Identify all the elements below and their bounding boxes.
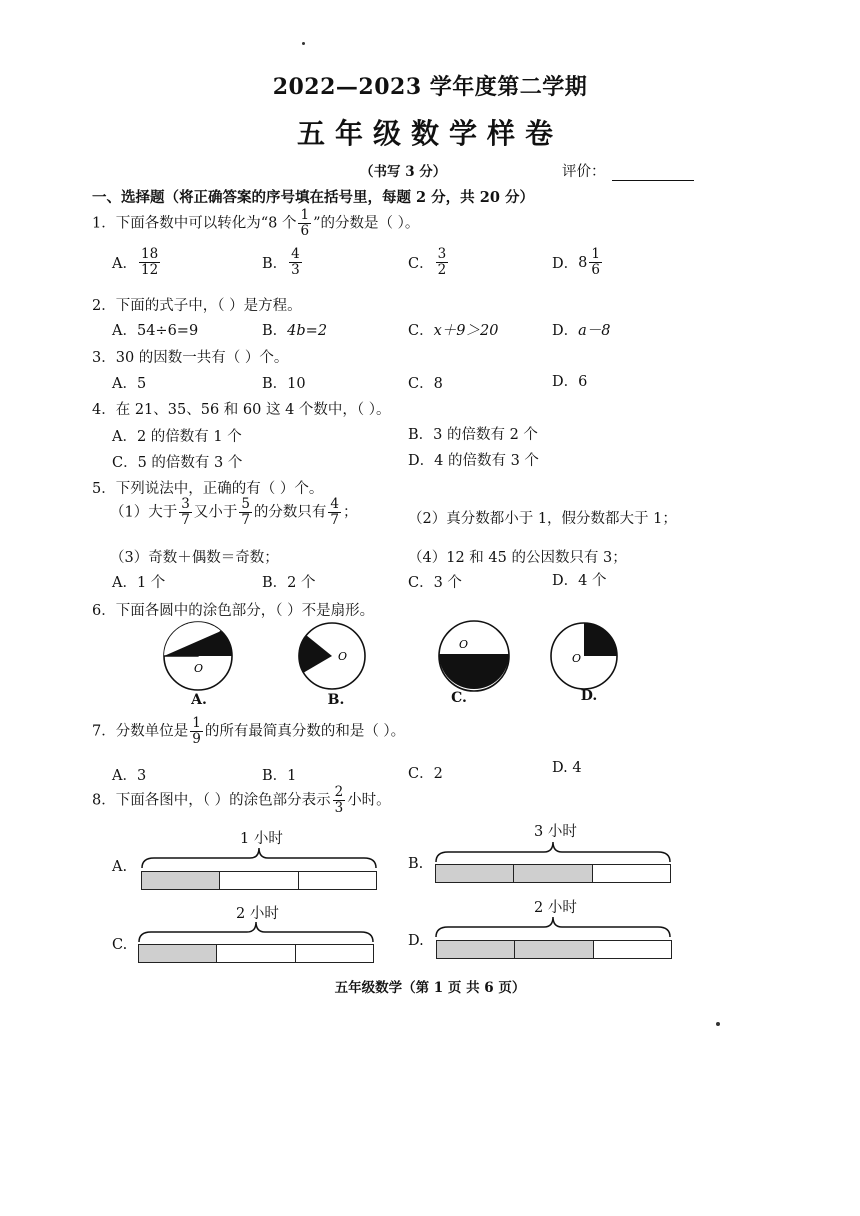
statement-text: ； [343, 504, 358, 521]
q8-label-a: 1 小时 [240, 831, 283, 847]
circle-d [551, 623, 617, 689]
q6-caption-d: D. [580, 688, 598, 704]
fraction-denominator: 3 [334, 800, 344, 816]
bar-segment-empty [220, 872, 298, 889]
option-label: D． [552, 256, 579, 272]
q5-statement-4: （4）12 和 45 的公因数只有 3； [408, 550, 627, 566]
fraction-denominator: 7 [330, 512, 340, 528]
center-label: O [459, 638, 469, 651]
q2-option-d [552, 319, 611, 340]
q7-option-b: B．1 [262, 768, 297, 784]
statement-fraction [179, 497, 192, 528]
option-label: C． [408, 323, 434, 339]
q7-stem [92, 716, 405, 747]
q8-label-d: 2 小时 [534, 900, 577, 916]
option-fraction [139, 247, 160, 278]
q4-option-a: A．2 的倍数有 1 个 [112, 429, 242, 445]
q8-brace-c [137, 920, 375, 944]
q6-caption-c: C. [451, 690, 467, 706]
statement-fraction [239, 497, 252, 528]
q8-brace-b [434, 840, 672, 864]
q5-statement-1 [110, 497, 358, 528]
option-label: B． [262, 323, 288, 339]
q8-label-b: 3 小时 [534, 824, 577, 840]
q1-fraction [298, 208, 311, 239]
bar-segment-empty [593, 865, 670, 882]
fraction-denominator: 12 [140, 262, 159, 278]
q7-option-d: D. 4 [552, 760, 582, 776]
q5-stem: 5．下列说法中，正确的有（ ）个。 [92, 481, 324, 497]
q8-bar-b [435, 864, 671, 883]
option-label: B． [262, 256, 288, 272]
speck [716, 1022, 720, 1026]
q3-option-c: C．8 [408, 376, 443, 392]
option-expression: 4b=2 [287, 323, 328, 339]
option-label: D． [552, 323, 579, 339]
fraction-denominator: 6 [591, 262, 600, 278]
speck [302, 42, 305, 45]
fraction-denominator: 2 [437, 262, 447, 278]
statement-text: （1）大于 [110, 504, 178, 521]
fraction-numerator: 1 [300, 207, 310, 223]
option-label: A． [112, 256, 137, 272]
handwriting-note: （书写 3 分） [360, 164, 447, 180]
option-expression: a－8 [578, 323, 611, 339]
fraction-numerator: 3 [181, 496, 190, 512]
q7-fraction [190, 716, 203, 747]
bar-segment-empty [594, 941, 671, 958]
bar-segment-empty [217, 945, 295, 962]
q8-brace-d [434, 915, 672, 939]
option-fraction [289, 247, 302, 278]
q6-stem: 6．下面各圆中的涂色部分，（ ）不是扇形。 [92, 603, 375, 619]
q4-stem: 4．在 21、35、56 和 60 这 4 个数中，（ ）。 [92, 402, 391, 418]
bar-segment-shaded [139, 945, 217, 962]
fraction-numerator: 4 [291, 246, 300, 262]
q2-stem: 2．下面的式子中，（ ）是方程。 [92, 298, 302, 314]
q5-option-a: A．1 个 [112, 575, 166, 591]
score-label: 评价： [562, 164, 606, 180]
q1-stem-suffix: ”的分数是（ ）。 [313, 215, 420, 232]
center-label: O [338, 650, 348, 663]
q3-option-d: D．6 [552, 374, 588, 390]
q6-caption-a: A. [191, 692, 207, 708]
q4-option-c: C．5 的倍数有 3 个 [112, 455, 243, 471]
q7-stem-prefix: 7．分数单位是 [92, 723, 189, 740]
q5-option-d: D．4 个 [552, 573, 607, 589]
q2-option-a: A．54÷6=9 [112, 323, 199, 339]
q5-statement-2: （2）真分数都小于 1，假分数都大于 1； [408, 511, 677, 527]
q8-option-c: C. [112, 937, 128, 953]
fraction-numerator: 5 [241, 496, 250, 512]
section-heading: 一、选择题（将正确答案的序号填在括号里，每题 2 分，共 20 分） [92, 189, 534, 206]
bar-segment-empty [299, 872, 376, 889]
q2-option-c [408, 319, 498, 340]
q8-stem-prefix: 8．下面各图中，（ ）的涂色部分表示 [92, 792, 331, 809]
q1-option-d [552, 247, 604, 278]
q6-caption-b: B. [327, 692, 345, 708]
q8-bar-d [436, 940, 672, 959]
bar-segment-shaded [142, 872, 220, 889]
bar-segment-shaded [437, 941, 515, 958]
q6-circles-figure [150, 618, 710, 696]
q8-bar-c [138, 944, 374, 963]
shaded-segment [439, 654, 509, 689]
q7-stem-suffix: 的所有最简真分数的和是（ ）。 [204, 723, 406, 740]
score-blank [612, 166, 694, 181]
option-fraction [436, 247, 449, 278]
q8-bar-a [141, 871, 377, 890]
bar-segment-empty [296, 945, 373, 962]
fraction-numerator: 1 [192, 715, 201, 731]
fraction-denominator: 9 [192, 731, 201, 747]
option-label: C． [408, 256, 434, 272]
exam-main-title: 五年级数学样卷 [296, 117, 563, 150]
fraction-denominator: 7 [241, 512, 250, 528]
q3-option-b: B．10 [262, 376, 306, 392]
q5-option-b: B．2 个 [262, 575, 316, 591]
mixed-whole: 8 [578, 254, 588, 271]
q5-statement-3: （3）奇数＋偶数＝奇数； [110, 550, 279, 566]
q8-stem [92, 785, 391, 816]
fraction-numerator: 18 [140, 246, 159, 262]
fraction-denominator: 3 [291, 262, 300, 278]
fraction-denominator: 6 [300, 223, 310, 239]
score-field [562, 160, 694, 181]
q1-option-c [408, 247, 450, 278]
fraction-numerator: 1 [591, 246, 600, 262]
circle-c [439, 621, 509, 691]
option-expression: x＋9＞20 [433, 323, 499, 339]
q4-option-d: D．4 的倍数有 3 个 [408, 453, 539, 469]
exam-year-title: 2022—2023 学年度第二学期 [272, 74, 588, 100]
q1-option-b [262, 247, 304, 278]
center-label: O [572, 652, 582, 665]
q1-stem-prefix: 1．下面各数中可以转化为“8 个 [92, 215, 297, 232]
q4-option-b: B．3 的倍数有 2 个 [408, 427, 538, 443]
q8-option-d: D. [408, 933, 424, 949]
bar-segment-shaded [514, 865, 592, 882]
q1-stem [92, 208, 419, 239]
fraction-denominator: 7 [181, 512, 190, 528]
fraction-numerator: 4 [330, 496, 340, 512]
q5-option-c: C．3 个 [408, 575, 462, 591]
shaded-sector [584, 623, 617, 656]
statement-text: 又小于 [193, 504, 238, 521]
q3-stem: 3．30 的因数一共有（ ）个。 [92, 350, 289, 366]
center-label: O [194, 662, 204, 675]
q7-option-a: A．3 [112, 768, 147, 784]
q8-label-c: 2 小时 [236, 906, 279, 922]
statement-fraction [328, 497, 341, 528]
fraction-numerator: 3 [437, 246, 447, 262]
q8-brace-a [140, 846, 378, 870]
bar-segment-shaded [436, 865, 514, 882]
option-fraction [589, 247, 602, 278]
q8-fraction [333, 785, 346, 816]
q3-option-a: A．5 [112, 376, 147, 392]
q2-option-b [262, 319, 327, 340]
page-footer: 五年级数学（第 1 页 共 6 页） [334, 980, 526, 996]
q8-option-a: A. [112, 859, 128, 875]
circle-a [164, 622, 232, 690]
statement-text: 的分数只有 [253, 504, 327, 521]
q8-stem-suffix: 小时。 [347, 792, 391, 809]
q7-option-c: C．2 [408, 766, 443, 782]
q1-option-a [112, 247, 162, 278]
circle-b [298, 623, 365, 689]
fraction-numerator: 2 [334, 784, 344, 800]
q8-option-b: B. [408, 856, 424, 872]
bar-segment-shaded [515, 941, 593, 958]
